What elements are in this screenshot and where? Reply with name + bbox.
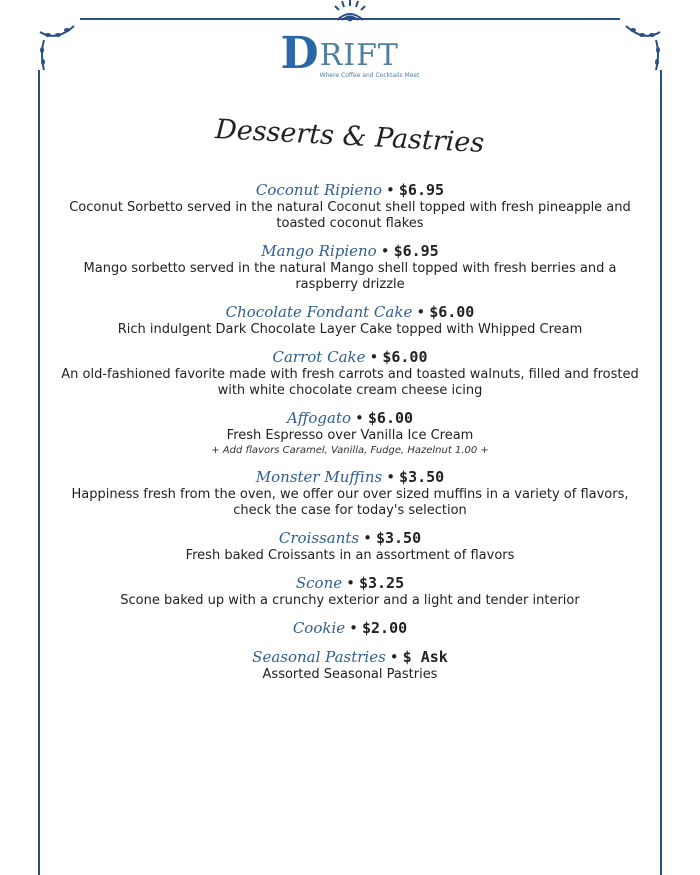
menu-item-description: Fresh Espresso over Vanilla Ice Cream — [226, 428, 474, 443]
menu-item-header — [60, 647, 640, 667]
menu-item — [60, 528, 640, 564]
menu-item-price: $6.95 — [393, 242, 439, 260]
menu-item-header — [60, 618, 640, 638]
menu-item-price: $6.95 — [398, 181, 445, 199]
menu-item-header — [60, 302, 640, 322]
menu-item — [60, 408, 640, 458]
menu-item-name: Carrot Cake — [272, 348, 366, 366]
menu-item-name: Coconut Ripieno — [255, 181, 383, 199]
border-left — [38, 70, 40, 875]
separator: • — [386, 181, 395, 199]
menu-item-name: Mango Ripieno — [261, 242, 377, 260]
menu-item-description: Mango sorbetto served in the natural Mango shell topped with fresh berries and a raspberry drizzle — [83, 261, 617, 292]
menu-item — [60, 573, 640, 609]
menu-item-header — [60, 408, 640, 428]
separator: • — [346, 574, 355, 592]
menu-item-note: + Add flavors Caramel, Vanilla, Fudge, Hazelnut 1.00 + — [211, 445, 489, 456]
menu-item-description: Fresh baked Croissants in an assortment of flavors — [185, 548, 515, 563]
separator: • — [355, 409, 364, 427]
menu-item-name: Chocolate Fondant Cake — [225, 303, 413, 321]
menu-item — [60, 180, 640, 232]
menu-item-name: Monster Muffins — [255, 468, 383, 486]
separator: • — [386, 468, 396, 486]
border-right — [660, 70, 662, 875]
logo-text-group — [320, 30, 420, 80]
menu-item-name: Scone — [295, 574, 343, 592]
menu-item-name: Croissants — [278, 529, 360, 547]
menu-item — [60, 347, 640, 399]
menu-item — [60, 467, 640, 519]
menu-item-price: $ Ask — [402, 648, 448, 666]
menu-item-description: Coconut Sorbetto served in the natural Coconut shell topped with fresh pineapple and toasted coconut flakes — [69, 200, 631, 231]
menu-item-description: Rich indulgent Dark Chocolate Layer Cake topped with Whipped Cream — [117, 322, 583, 337]
menu-item-description: Assorted Seasonal Pastries — [262, 667, 438, 682]
menu-item-price: $3.50 — [375, 529, 422, 547]
menu-item — [60, 647, 640, 683]
menu-item-name: Seasonal Pastries — [252, 648, 386, 666]
menu-item-price: $6.00 — [367, 409, 414, 427]
sun-ornament-icon — [325, 0, 375, 24]
menu-item-header — [60, 347, 640, 367]
separator: • — [389, 648, 399, 666]
page-title: Desserts & Pastries — [214, 113, 486, 160]
menu-list — [60, 180, 640, 692]
logo-tagline: Where Coffee and Cocktails Meet — [319, 72, 420, 79]
menu-item — [60, 302, 640, 338]
menu-item-price: $6.00 — [382, 348, 428, 366]
menu-item-price: $6.00 — [429, 303, 475, 321]
menu-item-header — [60, 528, 640, 548]
menu-item — [60, 241, 640, 293]
logo-name: RIFT — [319, 38, 399, 73]
menu-item-price: $2.00 — [362, 619, 408, 637]
drift-logo — [0, 30, 700, 80]
title-container — [0, 113, 700, 160]
menu-item-description: An old-fashioned favorite made with fresh carrots and toasted walnuts, filled and frosted with white chocolate cream cheese icing — [61, 367, 639, 398]
menu-item-description: Happiness fresh from the oven, we offer our over sized muffins in a variety of flavors, check the case for today's selection — [71, 487, 629, 518]
separator: • — [380, 242, 390, 260]
menu-item-name: Cookie — [292, 619, 346, 637]
menu-item-description: Scone baked up with a crunchy exterior and a light and tender interior — [120, 593, 580, 608]
menu-item — [60, 618, 640, 638]
separator: • — [363, 529, 372, 547]
menu-item-price: $3.25 — [358, 574, 405, 592]
menu-item-price: $3.50 — [399, 468, 445, 486]
menu-item-header — [60, 180, 640, 200]
separator: • — [416, 303, 426, 321]
logo-initial: D — [280, 28, 319, 79]
menu-item-header — [60, 467, 640, 487]
separator: • — [369, 348, 379, 366]
menu-item-name: Affogato — [286, 409, 352, 427]
menu-item-header — [60, 241, 640, 261]
menu-item-header — [60, 573, 640, 593]
separator: • — [349, 619, 358, 637]
